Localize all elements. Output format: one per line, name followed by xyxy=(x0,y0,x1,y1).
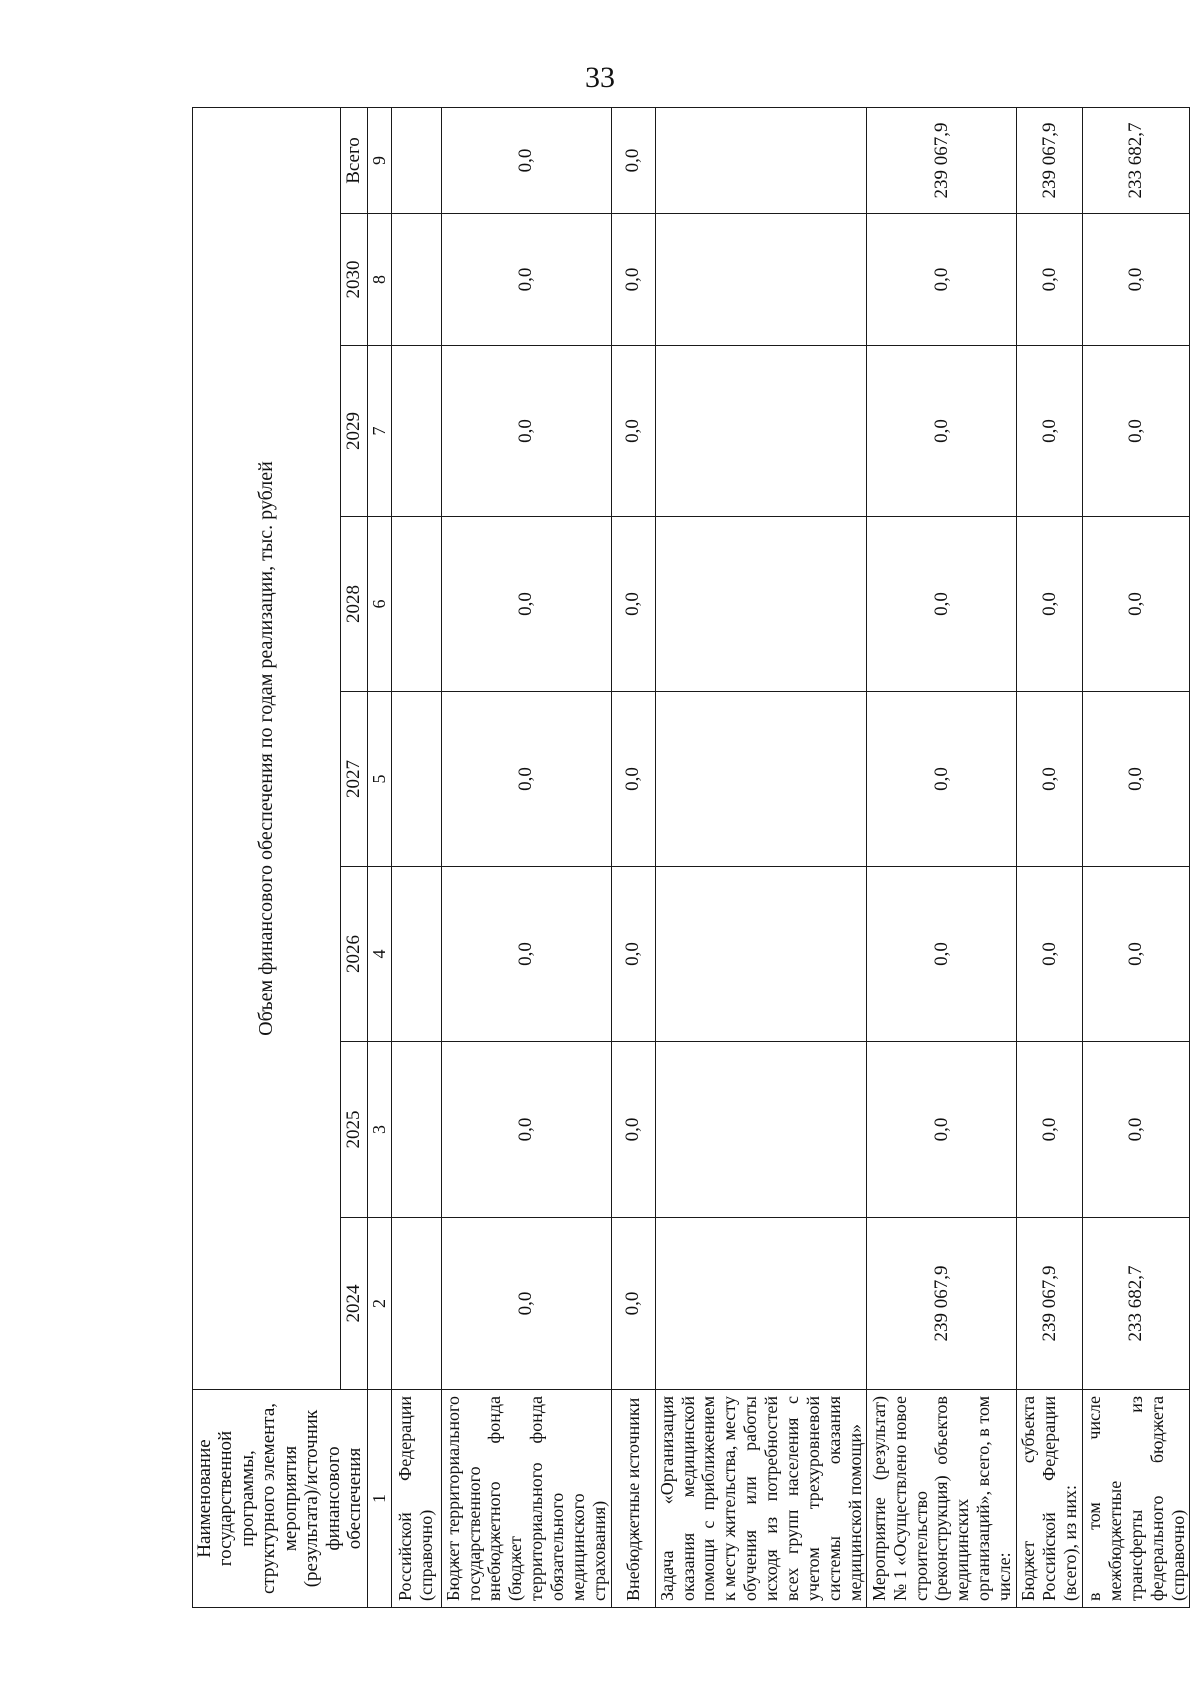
table-cell: 0,0 xyxy=(867,867,1017,1042)
year-header-2026: 2026 xyxy=(341,867,367,1042)
column-number: 4 xyxy=(367,867,391,1042)
financing-table xyxy=(192,107,1190,1608)
table-cell xyxy=(655,1042,867,1218)
year-header-2028: 2028 xyxy=(341,517,367,692)
table-cell: 0,0 xyxy=(1017,346,1083,517)
table-cell: 233 682,7 xyxy=(1083,107,1190,213)
table-cell: 0,0 xyxy=(1017,1042,1083,1218)
table-cell: 0,0 xyxy=(441,346,611,517)
table-cell: 0,0 xyxy=(1083,692,1190,867)
table-cell: 0,0 xyxy=(1083,1042,1190,1218)
table-cell: 0,0 xyxy=(1017,517,1083,692)
column-number: 3 xyxy=(367,1042,391,1218)
table-cell xyxy=(391,214,441,346)
row-label: Российской Федерации (справочно) xyxy=(391,1390,441,1608)
year-header-2027: 2027 xyxy=(341,692,367,867)
table-cell xyxy=(655,1218,867,1390)
header-funding-cell: Объем финансового обеспечения по годам реализации, тыс. рублей xyxy=(193,107,341,1389)
row-label: Мероприятие (результат) № 1 «Осуществлено новое строительство (реконструкция) объектов медицинских организаций», всего, в том числе: xyxy=(867,1390,1017,1608)
table-row xyxy=(867,107,1017,1607)
table-cell xyxy=(391,692,441,867)
table-cell: 0,0 xyxy=(611,692,655,867)
table-cell xyxy=(655,867,867,1042)
table-row xyxy=(1017,107,1083,1607)
table-cell: 0,0 xyxy=(1017,867,1083,1042)
table-cell: 0,0 xyxy=(611,107,655,213)
table-cell: 0,0 xyxy=(441,1218,611,1390)
table-cell: 233 682,7 xyxy=(1083,1218,1190,1390)
year-header-2030: 2030 xyxy=(341,214,367,346)
table-cell: 0,0 xyxy=(867,692,1017,867)
table-cell: 0,0 xyxy=(867,346,1017,517)
column-number: 1 xyxy=(367,1390,391,1608)
table-row xyxy=(1083,107,1190,1607)
column-number: 7 xyxy=(367,346,391,517)
table-cell: 239 067,9 xyxy=(1017,107,1083,213)
header-name-cell: Наименование государственной программы, структурного элемента, мероприятия (результата)/источник финансового обеспечения xyxy=(193,1390,368,1608)
column-number: 5 xyxy=(367,692,391,867)
table-cell xyxy=(391,107,441,213)
column-number-row xyxy=(367,107,391,1607)
table-cell xyxy=(391,867,441,1042)
table-cell xyxy=(391,1218,441,1390)
column-number: 6 xyxy=(367,517,391,692)
table-cell: 0,0 xyxy=(1083,867,1190,1042)
header-years-row xyxy=(341,107,367,1607)
table-cell: 0,0 xyxy=(611,867,655,1042)
table-cell xyxy=(655,107,867,213)
table-cell: 0,0 xyxy=(441,214,611,346)
table-cell: 0,0 xyxy=(867,517,1017,692)
table-cell: 0,0 xyxy=(1017,214,1083,346)
year-header-2029: 2029 xyxy=(341,346,367,517)
page-number: 33 xyxy=(585,61,615,94)
table-cell xyxy=(655,214,867,346)
year-header-total: Всего xyxy=(341,107,367,213)
column-number: 9 xyxy=(367,107,391,213)
year-header-2024: 2024 xyxy=(341,1218,367,1390)
table-row xyxy=(611,107,655,1607)
row-label: Внебюджетные источники xyxy=(611,1390,655,1608)
table-cell xyxy=(655,346,867,517)
column-number: 2 xyxy=(367,1218,391,1390)
year-header-2025: 2025 xyxy=(341,1042,367,1218)
table-cell: 0,0 xyxy=(867,1042,1017,1218)
table-cell: 0,0 xyxy=(611,1218,655,1390)
table-cell: 0,0 xyxy=(441,1042,611,1218)
table-cell: 0,0 xyxy=(1083,214,1190,346)
row-label: Бюджет территориального государственного внебюджетного фонда (бюджет территориального фонда обязательного медицинского страхования) xyxy=(441,1390,611,1608)
table-cell xyxy=(391,1042,441,1218)
row-label: Задача «Организация оказания медицинской помощи с приближением к месту жительства, месту обучения или работы исходя из потребностей всех групп населения с учетом трехуровневой системы оказания медицинской помощи» xyxy=(655,1390,867,1608)
table-cell xyxy=(655,517,867,692)
table-row xyxy=(391,107,441,1607)
table-cell: 0,0 xyxy=(867,214,1017,346)
table-cell xyxy=(655,692,867,867)
table-row xyxy=(655,107,867,1607)
rotated-table-container xyxy=(192,108,1188,1608)
table-cell: 239 067,9 xyxy=(1017,1218,1083,1390)
table-cell: 0,0 xyxy=(441,107,611,213)
table-cell: 0,0 xyxy=(441,692,611,867)
table-cell xyxy=(391,346,441,517)
table-cell: 0,0 xyxy=(611,1042,655,1218)
row-label: в том числе межбюджетные трансферты из федерального бюджета (справочно) xyxy=(1083,1390,1190,1608)
table-cell: 0,0 xyxy=(611,517,655,692)
column-number: 8 xyxy=(367,214,391,346)
table-cell: 239 067,9 xyxy=(867,1218,1017,1390)
table-cell: 239 067,9 xyxy=(867,107,1017,213)
header-row-1 xyxy=(193,107,341,1607)
table-cell xyxy=(391,517,441,692)
table-cell: 0,0 xyxy=(1083,346,1190,517)
table-cell: 0,0 xyxy=(1083,517,1190,692)
table-cell: 0,0 xyxy=(611,346,655,517)
table-cell: 0,0 xyxy=(1017,692,1083,867)
table-cell: 0,0 xyxy=(441,867,611,1042)
table-cell: 0,0 xyxy=(441,517,611,692)
table-row xyxy=(441,107,611,1607)
table-cell: 0,0 xyxy=(611,214,655,346)
row-label: Бюджет субъекта Российской Федерации (всего), из них: xyxy=(1017,1390,1083,1608)
